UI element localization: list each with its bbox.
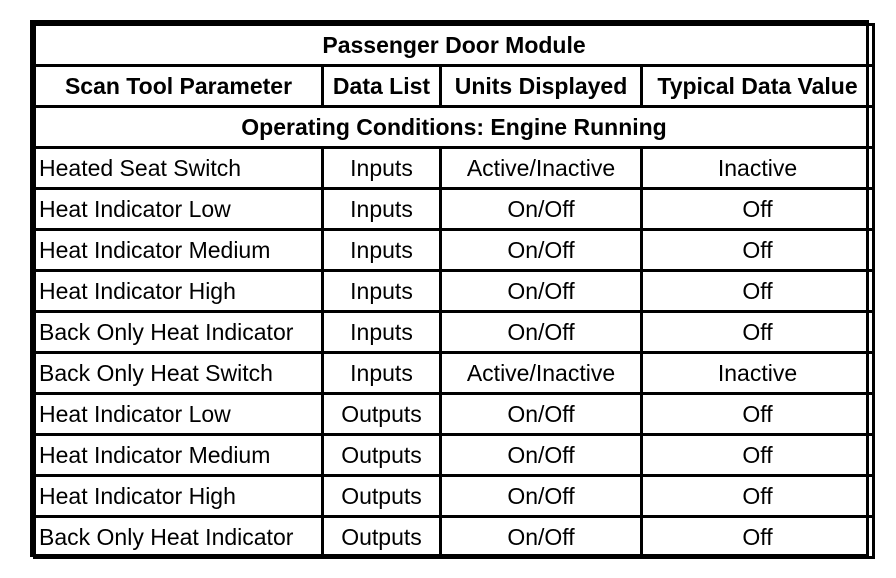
cell-parameter: Back Only Heat Switch bbox=[35, 353, 323, 394]
table-title-row bbox=[35, 25, 874, 66]
cell-typical-value: Off bbox=[642, 435, 874, 476]
cell-parameter: Heat Indicator Low bbox=[35, 394, 323, 435]
cell-typical-value: Off bbox=[642, 271, 874, 312]
cell-units: On/Off bbox=[441, 312, 642, 353]
cell-units: On/Off bbox=[441, 476, 642, 517]
data-table-container bbox=[30, 20, 869, 557]
table-row bbox=[35, 189, 874, 230]
header-scan-tool-parameter: Scan Tool Parameter bbox=[35, 66, 323, 107]
cell-units: On/Off bbox=[441, 435, 642, 476]
table-row bbox=[35, 230, 874, 271]
cell-parameter: Heat Indicator Low bbox=[35, 189, 323, 230]
cell-parameter: Heated Seat Switch bbox=[35, 148, 323, 189]
header-units-displayed: Units Displayed bbox=[441, 66, 642, 107]
table-row bbox=[35, 271, 874, 312]
cell-units: On/Off bbox=[441, 271, 642, 312]
cell-units: Active/Inactive bbox=[441, 353, 642, 394]
cell-typical-value: Inactive bbox=[642, 148, 874, 189]
table-row bbox=[35, 517, 874, 558]
cell-parameter: Heat Indicator High bbox=[35, 271, 323, 312]
section-label-row bbox=[35, 107, 874, 148]
header-data-list: Data List bbox=[323, 66, 441, 107]
cell-data-list: Outputs bbox=[323, 476, 441, 517]
cell-data-list: Inputs bbox=[323, 312, 441, 353]
cell-parameter: Back Only Heat Indicator bbox=[35, 312, 323, 353]
table-row bbox=[35, 353, 874, 394]
table-row bbox=[35, 476, 874, 517]
header-typical-data-value: Typical Data Value bbox=[642, 66, 874, 107]
table-header-row bbox=[35, 66, 874, 107]
cell-data-list: Inputs bbox=[323, 353, 441, 394]
cell-typical-value: Off bbox=[642, 476, 874, 517]
cell-parameter: Back Only Heat Indicator bbox=[35, 517, 323, 558]
cell-data-list: Outputs bbox=[323, 517, 441, 558]
cell-units: On/Off bbox=[441, 230, 642, 271]
cell-data-list: Inputs bbox=[323, 230, 441, 271]
cell-units: On/Off bbox=[441, 189, 642, 230]
cell-data-list: Outputs bbox=[323, 435, 441, 476]
cell-parameter: Heat Indicator High bbox=[35, 476, 323, 517]
table-row bbox=[35, 435, 874, 476]
cell-data-list: Inputs bbox=[323, 271, 441, 312]
cell-data-list: Outputs bbox=[323, 394, 441, 435]
cell-typical-value: Off bbox=[642, 230, 874, 271]
table-title: Passenger Door Module bbox=[35, 25, 874, 66]
cell-typical-value: Inactive bbox=[642, 353, 874, 394]
cell-units: On/Off bbox=[441, 394, 642, 435]
table-row bbox=[35, 394, 874, 435]
cell-data-list: Inputs bbox=[323, 148, 441, 189]
cell-typical-value: Off bbox=[642, 189, 874, 230]
cell-units: Active/Inactive bbox=[441, 148, 642, 189]
cell-parameter: Heat Indicator Medium bbox=[35, 230, 323, 271]
table-row bbox=[35, 148, 874, 189]
section-label: Operating Conditions: Engine Running bbox=[35, 107, 874, 148]
cell-typical-value: Off bbox=[642, 394, 874, 435]
cell-data-list: Inputs bbox=[323, 189, 441, 230]
table-row bbox=[35, 312, 874, 353]
cell-units: On/Off bbox=[441, 517, 642, 558]
cell-typical-value: Off bbox=[642, 517, 874, 558]
scan-tool-data-table bbox=[33, 23, 875, 559]
cell-typical-value: Off bbox=[642, 312, 874, 353]
cell-parameter: Heat Indicator Medium bbox=[35, 435, 323, 476]
